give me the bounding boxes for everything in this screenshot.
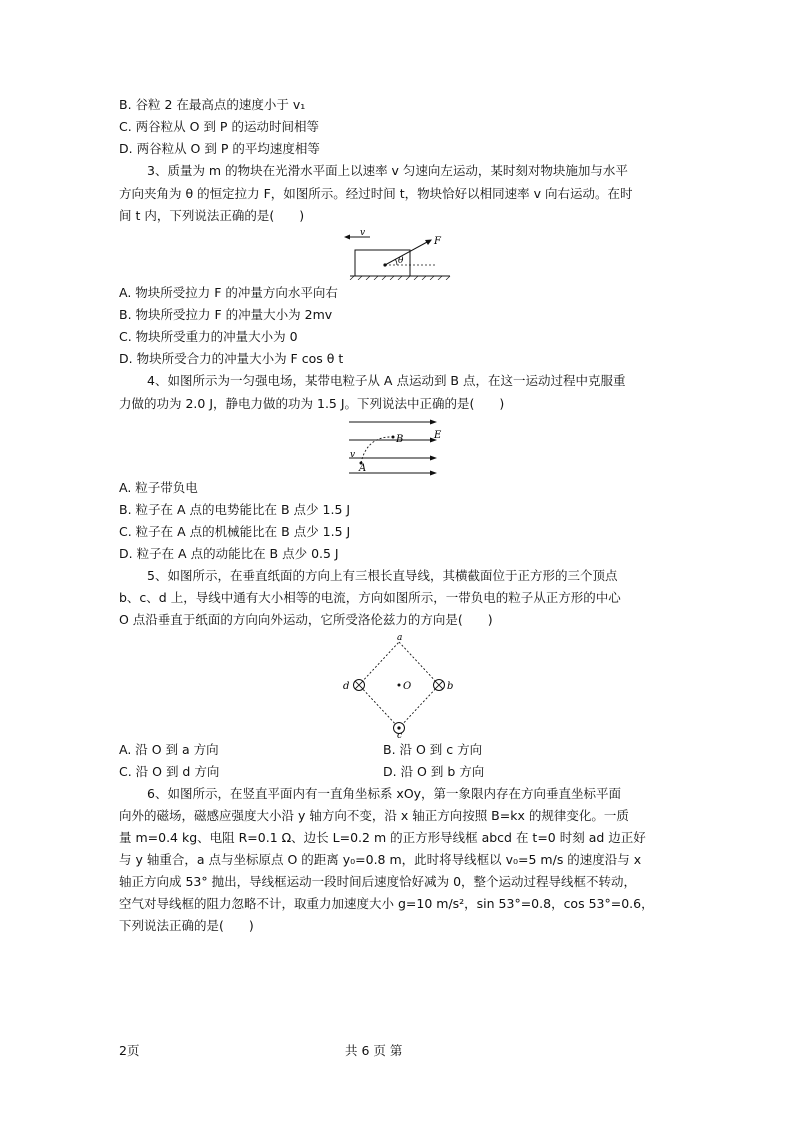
q4-field-figure: [345, 418, 445, 476]
q6-stem-line-4: 与 y 轴重合，a 点与坐标原点 O 的距离 y₀=0.8 m，此时将导线框以 v₀=5 m/s 的速度沿与 x: [119, 852, 642, 867]
q6-stem-line-2: 向外的磁场，磁感应强度大小沿 y 轴方向不变，沿 x 轴正方向按照 B=kx 的规律变化。一质: [119, 808, 629, 823]
q3-stem-line-3: 间 t 内，下列说法正确的是( ): [119, 208, 305, 223]
q6-stem-line-6: 空气对导线框的阻力忽略不计，取重力加速度大小 g=10 m/s²，sin 53°=0.8，cos 53°=0.6，: [119, 896, 654, 911]
label-a: a: [397, 633, 403, 643]
trajectory: [361, 437, 393, 463]
label-b: b: [447, 681, 454, 692]
q6-stem-line-3: 量 m=0.4 kg、电阻 R=0.1 Ω、边长 L=0.2 m 的正方形导线框 abcd 在 t=0 时刻 ad 边正好: [119, 830, 646, 845]
footer-page-left: 2页: [119, 1043, 140, 1058]
q4-option-b: B. 粒子在 A 点的电势能比在 B 点少 1.5 J: [119, 502, 351, 517]
force-arrow: [385, 241, 429, 265]
q5-square-figure: [335, 632, 465, 738]
option-b: B. 谷粒 2 在最高点的速度小于 v₁: [119, 97, 306, 112]
q4-stem-line-1: 4、如图所示为一匀强电场，某带电粒子从 A 点运动到 B 点，在这一运动过程中克服重: [147, 373, 626, 388]
q4-stem-line-2: 力做的功为 2.0 J，静电力做的功为 1.5 J。下列说法中正确的是( ): [119, 396, 505, 411]
q5-stem-line-3: O 点沿垂直于纸面的方向向外运动，它所受洛伦兹力的方向是( ): [119, 612, 493, 627]
label-E: E: [434, 430, 442, 441]
q6-stem-line-7: 下列说法正确的是( ): [119, 918, 254, 933]
q3-option-a: A. 物块所受拉力 F 的冲量方向水平向右: [119, 285, 338, 300]
center-point: [398, 684, 401, 687]
label-v: v: [360, 228, 366, 238]
q3-block-figure: [340, 228, 455, 280]
option-d: D. 两谷粒从 O 到 P 的平均速度相等: [119, 141, 320, 156]
q5-option-a: A. 沿 O 到 a 方向: [119, 742, 219, 757]
label-d: d: [343, 681, 350, 692]
q4-option-a: A. 粒子带负电: [119, 480, 198, 495]
q3-option-d: D. 物块所受合力的冲量大小为 F cos θ t: [119, 351, 344, 366]
q3-option-c: C. 物块所受重力的冲量大小为 0: [119, 329, 298, 344]
q5-stem-line-1: 5、如图所示，在垂直纸面的方向上有三根长直导线，其横截面位于正方形的三个顶点: [147, 568, 618, 583]
q3-option-b: B. 物块所受拉力 F 的冲量大小为 2mv: [119, 307, 333, 322]
label-F: F: [434, 236, 441, 247]
option-c: C. 两谷粒从 O 到 P 的运动时间相等: [119, 119, 319, 134]
q5-stem-line-2: b、c、d 上，导线中通有大小相等的电流，方向如图所示，一带负电的粒子从正方形的中心: [119, 590, 621, 605]
label-A: A: [359, 463, 367, 474]
q6-stem-line-5: 轴正方向成 53° 抛出，导线框运动一段时间后速度恰好减为 0，整个运动过程导线框不转动，: [119, 874, 637, 889]
q5-option-d: D. 沿 O 到 b 方向: [383, 764, 485, 779]
q6-stem-line-1: 6、如图所示，在竖直平面内有一直角坐标系 xOy，第一象限内存在方向垂直坐标平面: [147, 786, 622, 801]
label-O: O: [403, 681, 412, 692]
q3-stem-line-2: 方向夹角为 θ 的恒定拉力 F，如图所示。经过时间 t，物块恰好以相同速率 v 向右运动。在时: [119, 186, 633, 201]
q5-option-c: C. 沿 O 到 d 方向: [119, 764, 220, 779]
label-c: c: [397, 731, 403, 738]
q4-option-c: C. 粒子在 A 点的机械能比在 B 点少 1.5 J: [119, 524, 351, 539]
label-theta: θ: [398, 256, 404, 266]
footer-page-center: 共 6 页 第: [345, 1043, 403, 1058]
label-v: v: [350, 450, 356, 460]
q5-option-b: B. 沿 O 到 c 方向: [383, 742, 483, 757]
q3-stem-line-1: 3、质量为 m 的物块在光滑水平面上以速率 v 匀速向左运动，某时刻对物块施加与水平: [147, 163, 628, 178]
label-B: B: [396, 434, 404, 445]
q4-option-d: D. 粒子在 A 点的动能比在 B 点少 0.5 J: [119, 546, 339, 561]
